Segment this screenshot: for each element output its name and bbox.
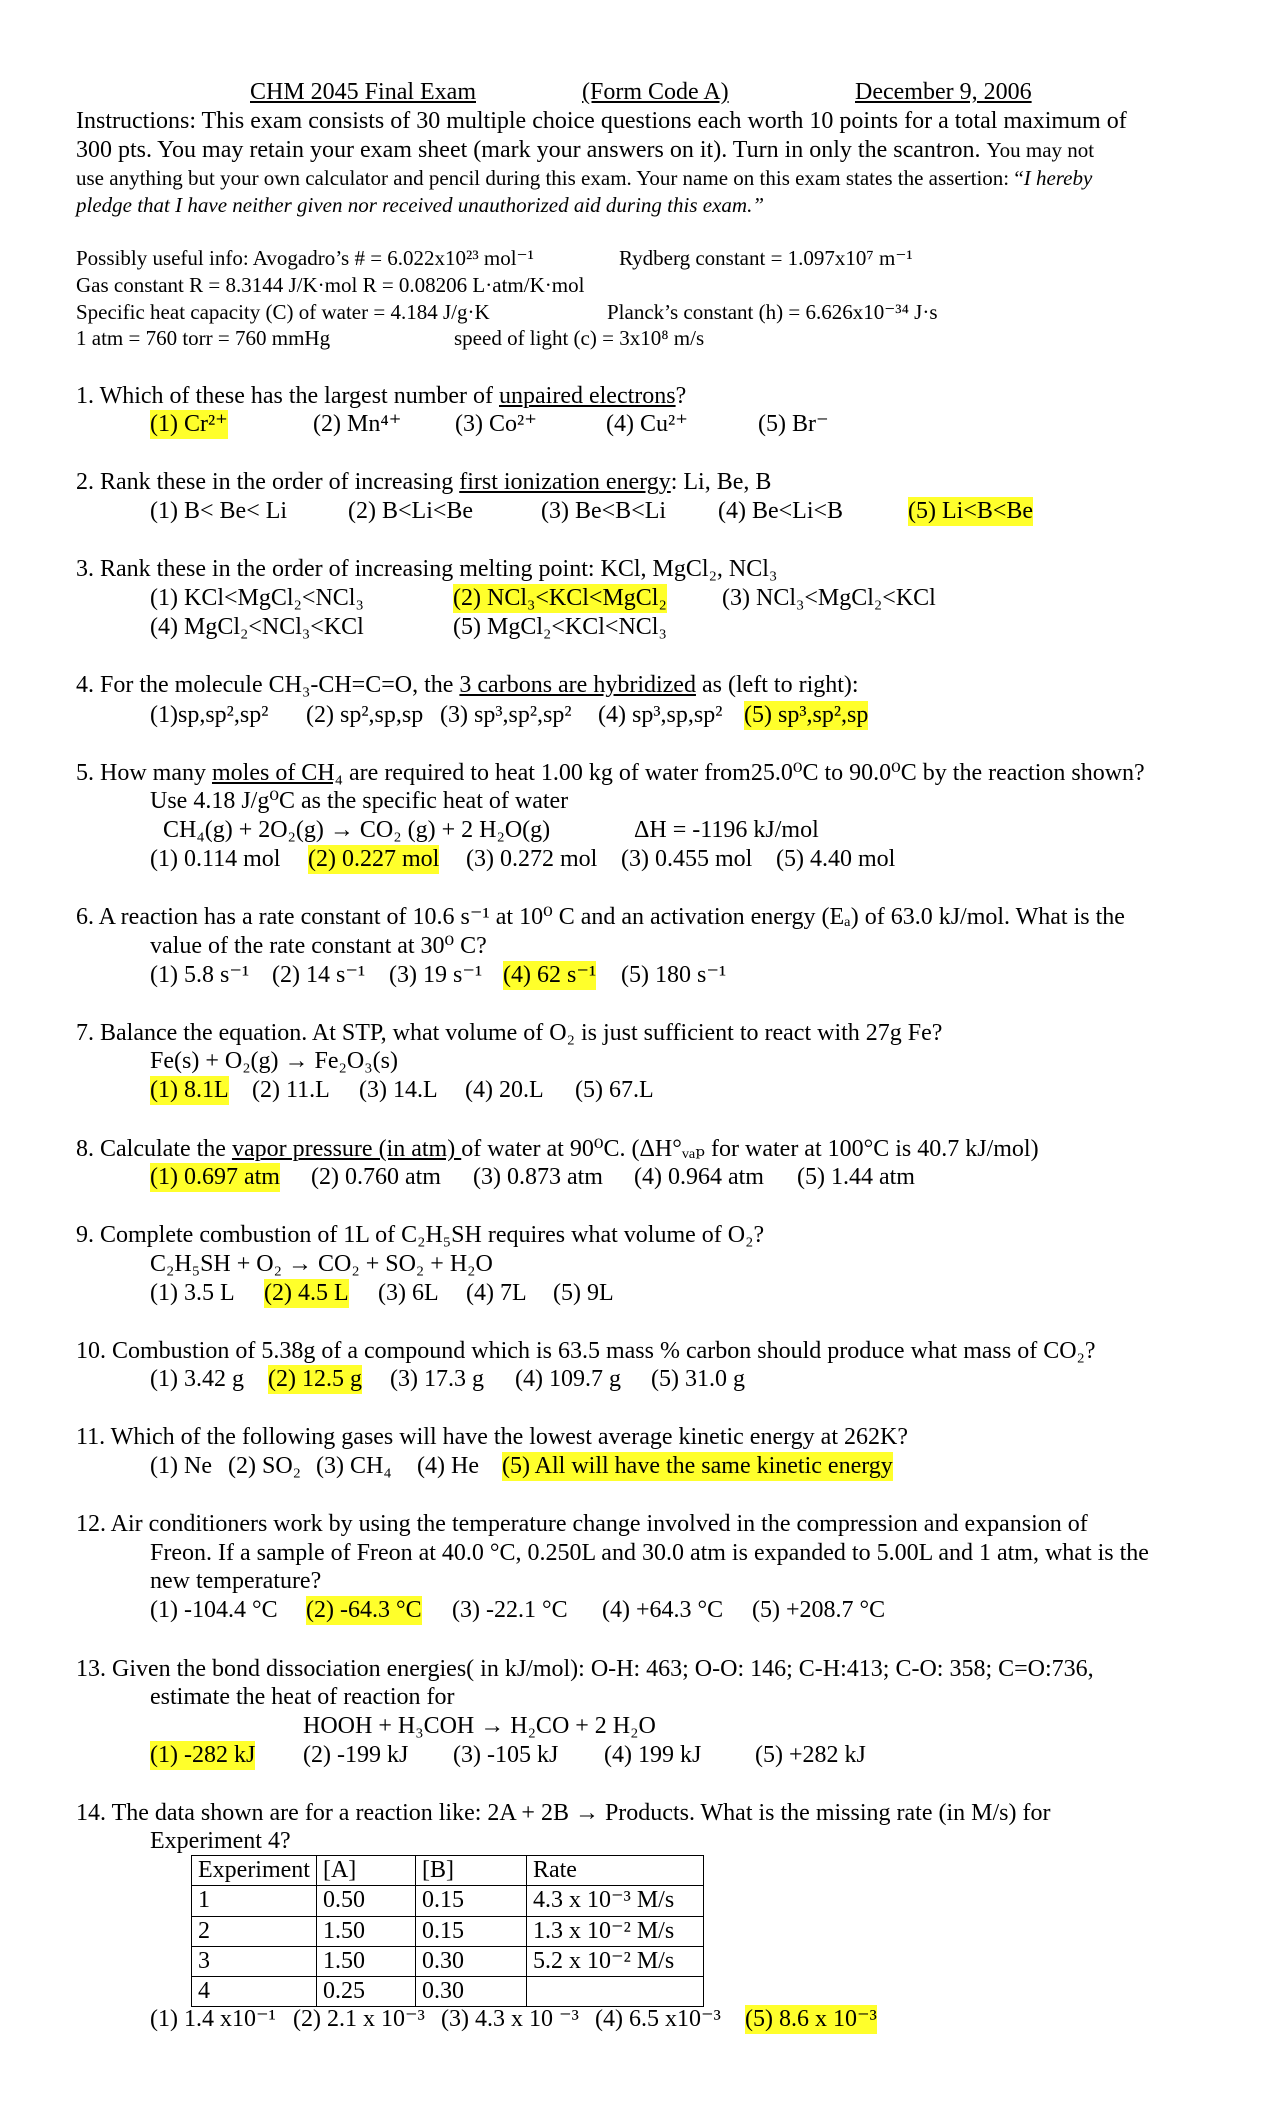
table-cell: 0.15 <box>415 1886 526 1916</box>
question-13: 13. Given the bond dissociation energies( in kJ/mol): O-H: 463; O-O: 146; C-H:413; C-O: 358; C=O:736, <box>76 1656 1094 1682</box>
question-1: 1. Which of these has the largest number of unpaired electrons? <box>76 383 687 409</box>
q1-option-3[interactable]: (3) Co²⁺ <box>455 411 537 437</box>
q6-option-4[interactable]: (4) 62 s⁻¹ <box>503 961 596 990</box>
q1-option-5[interactable]: (5) Br⁻ <box>758 411 829 437</box>
q13-option-2[interactable]: (2) -199 kJ <box>303 1742 409 1768</box>
q11-option-2[interactable]: (2) SO₂ <box>228 1453 302 1479</box>
question-10: 10. Combustion of 5.38g of a compound which is 63.5 mass % carbon should produce what mass of CO₂? <box>76 1338 1096 1364</box>
constant-rydberg: Rydberg constant = 1.097x10⁷ m⁻¹ <box>619 246 913 270</box>
q9-option-4[interactable]: (4) 7L <box>466 1280 527 1306</box>
q6-line-2: value of the rate constant at 30⁰ C? <box>150 933 487 959</box>
table-cell: 0.30 <box>415 1977 526 2007</box>
q13-reaction: HOOH + H₃COH → H₂CO + 2 H₂O <box>303 1713 656 1739</box>
q3-option-2[interactable]: (2) NCl₃<KCl<MgCl₂ <box>453 584 667 613</box>
table-cell: 0.30 <box>415 1946 526 1976</box>
q4-option-3[interactable]: (3) sp³,sp²,sp² <box>440 702 572 728</box>
q13-option-3[interactable]: (3) -105 kJ <box>453 1742 559 1768</box>
q5-option-4[interactable]: (3) 0.455 mol <box>621 846 753 872</box>
question-3: 3. Rank these in the order of increasing melting point: KCl, MgCl₂, NCl₃ <box>76 556 778 582</box>
q5-option-3[interactable]: (3) 0.272 mol <box>466 846 598 872</box>
constant-avogadro: Possibly useful info: Avogadro’s # = 6.022x10²³ mol⁻¹ <box>76 246 534 270</box>
q12-line-2: Freon. If a sample of Freon at 40.0 °C, 0.250L and 30.0 atm is expanded to 5.00L and 1 atm, what is the <box>150 1540 1149 1566</box>
q8-option-3[interactable]: (3) 0.873 atm <box>473 1164 603 1190</box>
q13-option-4[interactable]: (4) 199 kJ <box>604 1742 702 1768</box>
q5-line-2: Use 4.18 J/g⁰C as the specific heat of water <box>150 788 569 814</box>
question-12: 12. Air conditioners work by using the temperature change involved in the compression and expansion of <box>76 1511 1088 1537</box>
q14-option-3[interactable]: (3) 4.3 x 10 ⁻³ <box>441 2006 579 2032</box>
q7-option-2[interactable]: (2) 11.L <box>252 1077 330 1103</box>
q11-option-1[interactable]: (1) Ne <box>150 1453 212 1479</box>
table-row <box>192 1977 704 2007</box>
q5-reaction: CH₄(g) + 2O₂(g) → CO₂ (g) + 2 H₂O(g) <box>163 817 551 843</box>
table-row <box>192 1886 704 1916</box>
q14-line-2: Experiment 4? <box>150 1828 291 1854</box>
q7-equation: Fe(s) + O₂(g) → Fe₂O₃(s) <box>150 1048 398 1074</box>
q7-option-3[interactable]: (3) 14.L <box>359 1077 438 1103</box>
q8-option-5[interactable]: (5) 1.44 atm <box>797 1164 915 1190</box>
table-cell: 3 <box>192 1946 317 1976</box>
table-header: [A] <box>316 1856 415 1886</box>
question-8: 8. Calculate the vapor pressure (in atm) of water at 90⁰C. (ΔH°ᵥₐₚ for water at 100°C is 40.7 kJ/mol) <box>76 1136 1039 1162</box>
q3-option-3[interactable]: (3) NCl₃<MgCl₂<KCl <box>722 585 936 611</box>
table-cell: 0.25 <box>316 1977 415 2007</box>
question-4: 4. For the molecule CH₃-CH=C=O, the 3 carbons are hybridized as (left to right): <box>76 672 859 698</box>
q7-option-1[interactable]: (1) 8.1L <box>150 1076 229 1105</box>
q10-option-4[interactable]: (4) 109.7 g <box>515 1366 621 1392</box>
q8-option-4[interactable]: (4) 0.964 atm <box>634 1164 764 1190</box>
q4-option-1[interactable]: (1)sp,sp²,sp² <box>150 702 269 728</box>
constant-planck: Planck’s constant (h) = 6.626x10⁻³⁴ J·s <box>607 300 938 324</box>
q12-option-4[interactable]: (4) +64.3 °C <box>602 1597 724 1623</box>
q9-option-5[interactable]: (5) 9L <box>553 1280 614 1306</box>
q7-option-4[interactable]: (4) 20.L <box>465 1077 544 1103</box>
q10-option-2[interactable]: (2) 12.5 g <box>268 1365 362 1394</box>
q12-option-5[interactable]: (5) +208.7 °C <box>752 1597 886 1623</box>
q13-option-1[interactable]: (1) -282 kJ <box>150 1741 255 1770</box>
q2-option-5[interactable]: (5) Li<B<Be <box>908 497 1033 526</box>
table-cell: 4.3 x 10⁻³ M/s <box>526 1886 703 1916</box>
constant-gas: Gas constant R = 8.3144 J/K·mol R = 0.08206 L·atm/K·mol <box>76 273 585 297</box>
exam-date: December 9, 2006 <box>855 79 1032 105</box>
q9-option-2[interactable]: (2) 4.5 L <box>264 1279 349 1308</box>
table-header: Experiment <box>192 1856 317 1886</box>
q3-option-4[interactable]: (4) MgCl₂<NCl₃<KCl <box>150 614 364 640</box>
constant-atm: 1 atm = 760 torr = 760 mmHg <box>76 326 331 350</box>
q10-option-1[interactable]: (1) 3.42 g <box>150 1366 244 1392</box>
table-cell: 0.50 <box>316 1886 415 1916</box>
table-cell: 1 <box>192 1886 317 1916</box>
q12-option-1[interactable]: (1) -104.4 °C <box>150 1597 278 1623</box>
table-cell: 0.15 <box>415 1916 526 1946</box>
q2-option-1[interactable]: (1) B< Be< Li <box>150 498 288 524</box>
table-row <box>192 1916 704 1946</box>
question-6: 6. A reaction has a rate constant of 10.6 s⁻¹ at 10⁰ C and an activation energy (Eₐ) of 63.0 kJ/mol. What is the <box>76 904 1125 930</box>
question-7: 7. Balance the equation. At STP, what volume of O₂ is just sufficient to react with 27g Fe? <box>76 1020 943 1046</box>
q11-option-3[interactable]: (3) CH₄ <box>316 1453 392 1479</box>
question-11: 11. Which of the following gases will have the lowest average kinetic energy at 262K? <box>76 1424 908 1450</box>
question-5: 5. How many moles of CH₄ are required to heat 1.00 kg of water from25.0⁰C to 90.0⁰C by the reaction shown? <box>76 760 1145 786</box>
table-cell: 1.50 <box>316 1946 415 1976</box>
q14-option-2[interactable]: (2) 2.1 x 10⁻³ <box>293 2006 425 2032</box>
q5-option-2[interactable]: (2) 0.227 mol <box>308 845 439 874</box>
q6-option-2[interactable]: (2) 14 s⁻¹ <box>272 962 366 988</box>
instructions-line-2: 300 pts. You may retain your exam sheet (mark your answers on it). Turn in only the scantron. You may not <box>76 137 1095 163</box>
constant-light: speed of light (c) = 3x10⁸ m/s <box>454 326 705 350</box>
q11-option-4[interactable]: (4) He <box>417 1453 479 1479</box>
instructions-line-1: Instructions: This exam consists of 30 multiple choice questions each worth 10 points for a total maximum of <box>76 108 1127 134</box>
q13-option-5[interactable]: (5) +282 kJ <box>755 1742 866 1768</box>
q10-option-3[interactable]: (3) 17.3 g <box>390 1366 484 1392</box>
rate-data-table <box>191 1855 704 2007</box>
q6-option-5[interactable]: (5) 180 s⁻¹ <box>621 962 727 988</box>
q9-option-3[interactable]: (3) 6L <box>378 1280 439 1306</box>
instructions-line-3: use anything but your own calculator and pencil during this exam. Your name on this exam states the assertion: “I hereby <box>76 166 1093 190</box>
q12-option-3[interactable]: (3) -22.1 °C <box>452 1597 568 1623</box>
q14-option-5[interactable]: (5) 8.6 x 10⁻³ <box>745 2005 877 2034</box>
question-9: 9. Complete combustion of 1L of C₂H₅SH requires what volume of O₂? <box>76 1222 765 1248</box>
q1-option-2[interactable]: (2) Mn⁴⁺ <box>313 411 402 437</box>
q14-option-1[interactable]: (1) 1.4 x10⁻¹ <box>150 2006 276 2032</box>
table-row <box>192 1946 704 1976</box>
q1-option-1[interactable]: (1) Cr²⁺ <box>150 410 228 439</box>
question-2: 2. Rank these in the order of increasing first ionization energy: Li, Be, B <box>76 469 772 495</box>
q5-enthalpy: ΔH = -1196 kJ/mol <box>634 817 819 843</box>
q11-option-5[interactable]: (5) All will have the same kinetic energy <box>502 1452 893 1481</box>
table-cell <box>526 1977 703 2007</box>
table-cell: 5.2 x 10⁻² M/s <box>526 1946 703 1976</box>
constant-heat-capacity: Specific heat capacity (C) of water = 4.184 J/g·K <box>76 300 490 324</box>
table-cell: 1.3 x 10⁻² M/s <box>526 1916 703 1946</box>
course-title: CHM 2045 Final Exam <box>250 79 476 105</box>
q3-option-5[interactable]: (5) MgCl₂<KCl<NCl₃ <box>453 614 667 640</box>
q5-option-5[interactable]: (5) 4.40 mol <box>776 846 896 872</box>
table-header: Rate <box>526 1856 703 1886</box>
q2-option-4[interactable]: (4) Be<Li<B <box>718 498 844 524</box>
q2-option-2[interactable]: (2) B<Li<Be <box>348 498 474 524</box>
table-cell: 4 <box>192 1977 317 2007</box>
table-header: [B] <box>415 1856 526 1886</box>
question-14: 14. The data shown are for a reaction like: 2A + 2B → Products. What is the missing rate (in M/s) for <box>76 1800 1051 1826</box>
honor-pledge: pledge that I have neither given nor received unauthorized aid during this exam.” <box>76 193 764 217</box>
table-header-row <box>192 1856 704 1886</box>
q5-option-1[interactable]: (1) 0.114 mol <box>150 846 281 872</box>
q13-line-2: estimate the heat of reaction for <box>150 1684 455 1710</box>
q4-option-4[interactable]: (4) sp³,sp,sp² <box>598 702 723 728</box>
q7-option-5[interactable]: (5) 67.L <box>575 1077 654 1103</box>
q12-option-2[interactable]: (2) -64.3 °C <box>306 1596 422 1625</box>
q9-option-1[interactable]: (1) 3.5 L <box>150 1280 235 1306</box>
q6-option-3[interactable]: (3) 19 s⁻¹ <box>389 962 483 988</box>
q12-line-3: new temperature? <box>150 1568 322 1594</box>
q9-equation: C₂H₅SH + O₂ → CO₂ + SO₂ + H₂O <box>150 1251 493 1277</box>
q1-option-4[interactable]: (4) Cu²⁺ <box>606 411 688 437</box>
q4-option-5[interactable]: (5) sp³,sp²,sp <box>744 701 868 730</box>
q10-option-5[interactable]: (5) 31.0 g <box>651 1366 745 1392</box>
table-cell: 1.50 <box>316 1916 415 1946</box>
q3-option-1[interactable]: (1) KCl<MgCl₂<NCl₃ <box>150 585 364 611</box>
table-cell: 2 <box>192 1916 317 1946</box>
q2-option-3[interactable]: (3) Be<B<Li <box>541 498 667 524</box>
q14-option-4[interactable]: (4) 6.5 x10⁻³ <box>595 2006 721 2032</box>
q4-option-2[interactable]: (2) sp²,sp,sp <box>306 702 424 728</box>
form-code: (Form Code A) <box>582 79 729 105</box>
q8-option-2[interactable]: (2) 0.760 atm <box>311 1164 441 1190</box>
q6-option-1[interactable]: (1) 5.8 s⁻¹ <box>150 962 250 988</box>
q8-option-1[interactable]: (1) 0.697 atm <box>150 1163 280 1192</box>
